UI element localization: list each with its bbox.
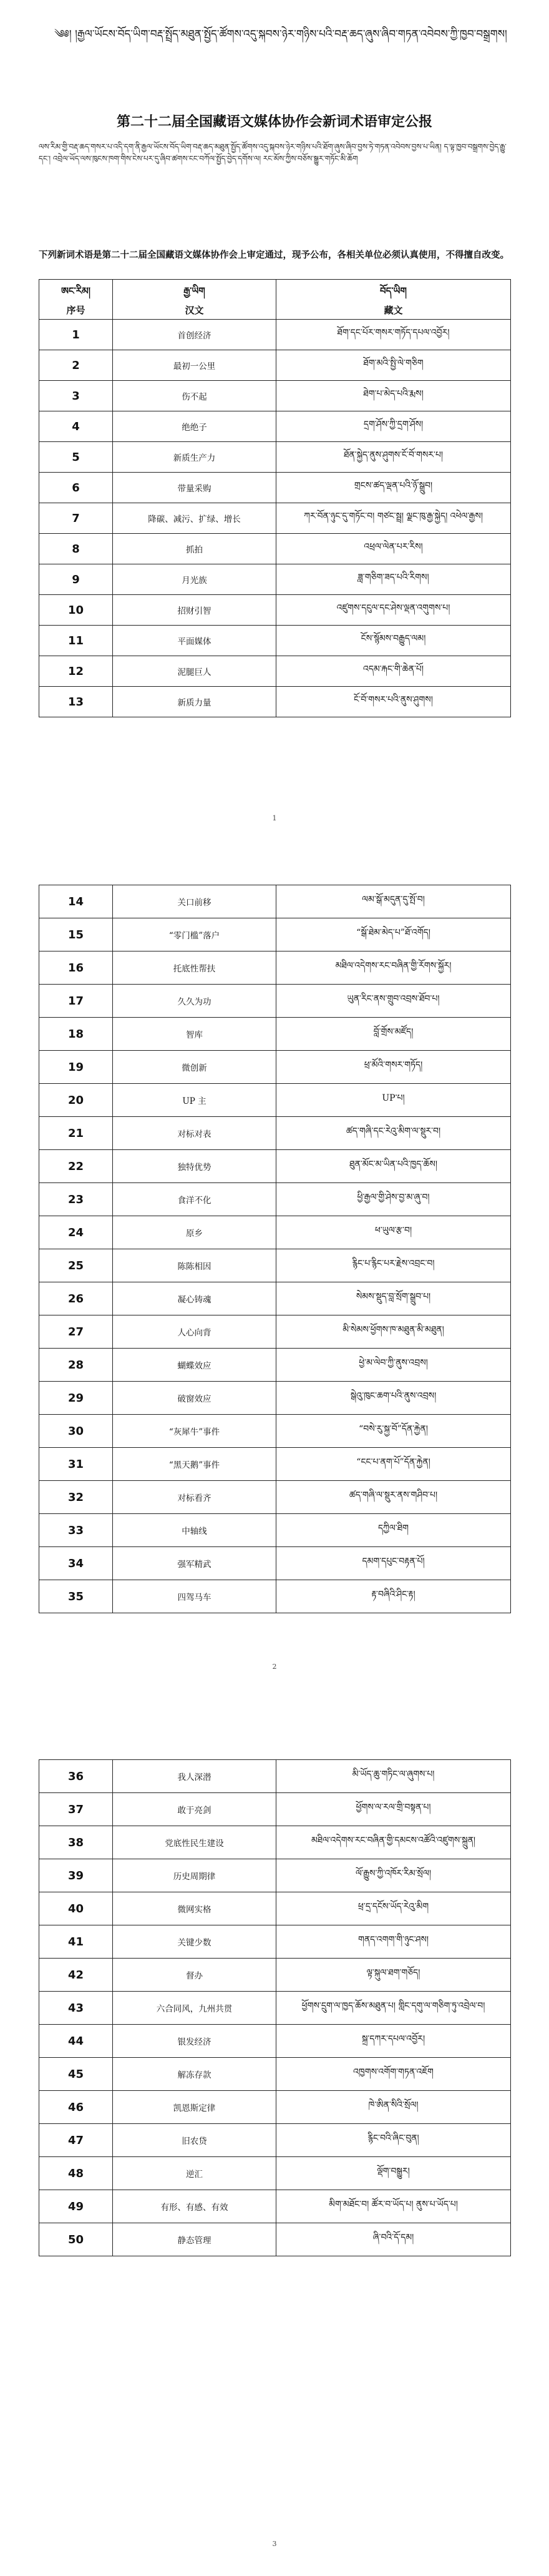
- table-row: [39, 1415, 511, 1448]
- term-tibetan: གནད་འགག་གི་ཉུང་ཤས།: [276, 1925, 511, 1959]
- term-chinese: 六合同风，九州共贯: [113, 1992, 276, 2025]
- table-row: [39, 1216, 511, 1249]
- term-number: 3: [39, 381, 113, 411]
- table-row: [39, 2025, 511, 2058]
- term-chinese: 对标对表: [113, 1117, 276, 1150]
- table-row: [39, 1959, 511, 1992]
- term-tibetan: ཕྲ་དྲ་དངོས་ཡོད་རེའུ་མིག: [276, 1892, 511, 1925]
- term-number: 47: [39, 2124, 113, 2157]
- table-row: [39, 1382, 511, 1415]
- term-chinese: “灰犀牛”事件: [113, 1415, 276, 1448]
- table-row: [39, 1481, 511, 1514]
- term-chinese: 新质力量: [113, 687, 276, 717]
- term-tibetan: ཕྱོགས་ལ་རལ་གྲི་བསྟན་པ།: [276, 1793, 511, 1826]
- header-number-tibetan: ཨང་རིམ།: [39, 280, 113, 302]
- term-tibetan: མིག་མཐོང་བ། ཚོར་བ་ཡོད་པ། ནུས་པ་ཡོད་པ།: [276, 2190, 511, 2223]
- term-tibetan: ངོས་སྙོམས་བརྒྱུད་ལམ།: [276, 626, 511, 656]
- term-number: 34: [39, 1547, 113, 1580]
- term-chinese: 抓拍: [113, 534, 276, 564]
- term-number: 24: [39, 1216, 113, 1249]
- header-chinese: 汉文: [113, 302, 276, 320]
- term-tibetan: ཐོག་དང་པོར་གསར་གཏོད་དཔལ་འབྱོར།: [276, 320, 511, 350]
- page-number: 2: [272, 1663, 277, 1671]
- term-number: 25: [39, 1249, 113, 1282]
- table-row: [39, 1925, 511, 1959]
- term-chinese: 托底性帮扶: [113, 951, 276, 985]
- term-number: 9: [39, 564, 113, 595]
- table-row: [39, 1859, 511, 1892]
- term-tibetan: དམག་དཔུང་བརྟན་པོ།: [276, 1547, 511, 1580]
- term-number: 46: [39, 2091, 113, 2124]
- table-row: [39, 1448, 511, 1481]
- table-row: [39, 1547, 511, 1580]
- term-number: 6: [39, 473, 113, 503]
- term-tibetan: ལྡོག་བསྒྱུར།: [276, 2157, 511, 2190]
- table-row: [39, 656, 511, 687]
- term-number: 49: [39, 2190, 113, 2223]
- term-number: 2: [39, 350, 113, 381]
- term-chinese: 旧农贷: [113, 2124, 276, 2157]
- term-chinese: 督办: [113, 1959, 276, 1992]
- term-number: 15: [39, 918, 113, 951]
- term-tibetan: ལྟ་སྐུལ་ཐག་གཅོད།: [276, 1959, 511, 1992]
- term-number: 16: [39, 951, 113, 985]
- term-tibetan: ཁེ་ཨིན་སིའི་སྲོལ།: [276, 2091, 511, 2124]
- term-tibetan: ཞི་བའི་དོ་དམ།: [276, 2223, 511, 2256]
- table-row: [39, 2091, 511, 2124]
- table-row: [39, 1249, 511, 1282]
- term-tibetan: ཟླ་གཅིག་ཟད་པའི་རིགས།: [276, 564, 511, 595]
- term-number: 5: [39, 442, 113, 473]
- table-row: [39, 1793, 511, 1826]
- term-chinese: 平面媒体: [113, 626, 276, 656]
- term-tibetan: ཡུན་རིང་ནས་གྲུབ་འབྲས་ཐོབ་པ།: [276, 985, 511, 1018]
- table-row: [39, 381, 511, 411]
- term-chinese: 独特优势: [113, 1150, 276, 1183]
- term-number: 7: [39, 503, 113, 534]
- term-chinese: 四驾马车: [113, 1580, 276, 1613]
- table-row: [39, 985, 511, 1018]
- term-number: 40: [39, 1892, 113, 1925]
- table-row: [39, 1315, 511, 1349]
- term-number: 18: [39, 1018, 113, 1051]
- table-row: [39, 534, 511, 564]
- term-chinese: 新质生产力: [113, 442, 276, 473]
- term-chinese: 凯恩斯定律: [113, 2091, 276, 2124]
- table-row: [39, 1183, 511, 1216]
- term-number: 13: [39, 687, 113, 717]
- term-chinese: 微网实格: [113, 1892, 276, 1925]
- table-row: [39, 473, 511, 503]
- term-tibetan: ཕྱོགས་དྲུག་ལ་ཁྱད་ཆོས་མཐུན་པ། གླིང་དགུ་ལ་གཅིག་ཏུ་འབྲེལ་བ།: [276, 1992, 511, 2025]
- table-row: [39, 1018, 511, 1051]
- term-chinese: 静态管理: [113, 2223, 276, 2256]
- term-tibetan: དཀྱིལ་ཐིག: [276, 1514, 511, 1547]
- table-row: [39, 1992, 511, 2025]
- term-number: 8: [39, 534, 113, 564]
- table-row: [39, 918, 511, 951]
- term-number: 30: [39, 1415, 113, 1448]
- term-number: 14: [39, 885, 113, 918]
- term-chinese: 破窗效应: [113, 1382, 276, 1415]
- term-number: 42: [39, 1959, 113, 1992]
- table-row: [39, 1117, 511, 1150]
- table-header-row-chinese: [39, 302, 511, 320]
- table-header-row-tibetan: [39, 280, 511, 302]
- table-row: [39, 1084, 511, 1117]
- terms-table-page-1: [39, 279, 511, 717]
- term-chinese: 食洋不化: [113, 1183, 276, 1216]
- term-number: 37: [39, 1793, 113, 1826]
- term-tibetan: རྙིང་པ་རྙིང་པར་རྗེས་འབྲང་བ།: [276, 1249, 511, 1282]
- table-row: [39, 885, 511, 918]
- term-chinese: 最初一公里: [113, 350, 276, 381]
- table-row: [39, 951, 511, 985]
- term-number: 50: [39, 2223, 113, 2256]
- table-row: [39, 2157, 511, 2190]
- term-chinese: 带量采购: [113, 473, 276, 503]
- terms-table-page-3: [39, 1759, 511, 2256]
- term-chinese: 凝心铸魂: [113, 1282, 276, 1315]
- term-chinese: 蝴蝶效应: [113, 1349, 276, 1382]
- term-number: 20: [39, 1084, 113, 1117]
- term-number: 48: [39, 2157, 113, 2190]
- term-tibetan: མཐིལ་འདེགས་རང་བཞིན་གྱི་དམངས་འཚོའི་འཛུགས་སྐྲུན།: [276, 1826, 511, 1859]
- term-number: 4: [39, 411, 113, 442]
- term-tibetan: མི་སེམས་ཕྱོགས་ཁ་མཐུན་མི་མཐུན།: [276, 1315, 511, 1349]
- term-number: 17: [39, 985, 113, 1018]
- term-chinese: 降碳、减污、扩绿、增长: [113, 503, 276, 534]
- term-tibetan: “ངང་པ་ནག་པོ”དོན་རྐྱེན།: [276, 1448, 511, 1481]
- term-number: 43: [39, 1992, 113, 2025]
- term-chinese: 历史周期律: [113, 1859, 276, 1892]
- term-chinese: UP 主: [113, 1084, 276, 1117]
- term-chinese: 绝绝子: [113, 411, 276, 442]
- table-row: [39, 1892, 511, 1925]
- term-chinese: 银发经济: [113, 2025, 276, 2058]
- term-tibetan: ཐུན་མོང་མ་ཡིན་པའི་ཁྱད་ཆོས།: [276, 1150, 511, 1183]
- table-row: [39, 350, 511, 381]
- term-number: 28: [39, 1349, 113, 1382]
- table-row: [39, 1150, 511, 1183]
- table-row: [39, 626, 511, 656]
- term-number: 1: [39, 320, 113, 350]
- term-tibetan: སེམས་སྡུད་བླ་སྲོག་སྒྲུབ་པ།: [276, 1282, 511, 1315]
- term-tibetan: “སྒོ་ཐེམ་མེད་པ”ཐོ་འགོད།: [276, 918, 511, 951]
- term-number: 44: [39, 2025, 113, 2058]
- term-chinese: “黑天鹅”事件: [113, 1448, 276, 1481]
- term-chinese: 泥腿巨人: [113, 656, 276, 687]
- table-row: [39, 320, 511, 350]
- term-chinese: 伤不起: [113, 381, 276, 411]
- term-tibetan: སྐྲ་དཀར་དཔལ་འབྱོར།: [276, 2025, 511, 2058]
- term-tibetan: ཚད་གཞི་ལ་སྡུར་ནས་གཤིབ་པ།: [276, 1481, 511, 1514]
- term-number: 41: [39, 1925, 113, 1959]
- header-tibetan-tibetan: བོད་ཡིག: [276, 280, 511, 302]
- table-row: [39, 1051, 511, 1084]
- term-number: 21: [39, 1117, 113, 1150]
- term-tibetan: “བསེ་རུ་སྐྱ་བོ”དོན་རྐྱེན།: [276, 1415, 511, 1448]
- term-tibetan: ཐོག་མའི་སྤྱི་ལེ་གཅིག: [276, 350, 511, 381]
- table-row: [39, 1760, 511, 1793]
- table-row: [39, 2058, 511, 2091]
- term-chinese: 中轴线: [113, 1514, 276, 1547]
- term-number: 19: [39, 1051, 113, 1084]
- term-chinese: 党底性民生建设: [113, 1826, 276, 1859]
- term-chinese: “零门槛”落户: [113, 918, 276, 951]
- term-chinese: 解冻存款: [113, 2058, 276, 2091]
- term-tibetan: འཕྲལ་ལེན་པར་རིས།: [276, 534, 511, 564]
- table-row: [39, 503, 511, 534]
- term-tibetan: བློ་གྲོས་མཛོད།: [276, 1018, 511, 1051]
- term-tibetan: ཀར་བོན་ཉུང་དུ་གཏོང་བ། གཙང་སྦྲ། ལྗང་ཁུ་རྒྱ་སྐྱེད། འཕེལ་རྒྱས།: [276, 503, 511, 534]
- term-number: 23: [39, 1183, 113, 1216]
- term-chinese: 对标看齐: [113, 1481, 276, 1514]
- page-number: 1: [272, 814, 277, 822]
- term-chinese: 陈陈相因: [113, 1249, 276, 1282]
- term-chinese: 关口前移: [113, 885, 276, 918]
- table-row: [39, 1826, 511, 1859]
- intro-text-tibetan: ལས་རིམ་གྱི་བརྡ་ཆད་གསར་པ་འདི་དག་ནི་རྒྱལ་ཡོངས་བོད་ཡིག་བརྡ་ཆད་མཐུན་སྤྱོད་ཚོགས་འདུ་སྐབས་ཉེར་གཉིས་པའི་ཐོག་ཞུས་ཞིབ་བྱས་ཏེ་གཏན་འབེབས་བྱས་པ་ཡིན། ད་ལྟ་ཁྱབ་བསྒྲགས་བྱེད་རྒྱུ་དང་། འབྲེལ་ཡོད་ལས་ཁུངས་ཁག་གིས་ངེས་པར་དུ་ཞིབ་ཚགས་ངང་བཀོལ་སྤྱོད་བྱེད་དགོས་ལ། རང་མོས་ཀྱིས་བཅོས་སྒྱུར་གཏོང་མི་ཆོག: [39, 142, 507, 163]
- table-row: [39, 411, 511, 442]
- term-number: 32: [39, 1481, 113, 1514]
- header-number: 序号: [39, 302, 113, 320]
- term-tibetan: དྲག་ཤོས་ཀྱི་དྲག་ཤོས།: [276, 411, 511, 442]
- terms-table-page-2: [39, 885, 511, 1613]
- page-number: 3: [272, 2540, 277, 2548]
- term-tibetan: རྟ་བཞིའི་ཤིང་རྟ།: [276, 1580, 511, 1613]
- term-tibetan: ཕྲ་མོའི་གསར་གཏོད།: [276, 1051, 511, 1084]
- term-chinese: 人心向背: [113, 1315, 276, 1349]
- term-tibetan: འཛུགས་དངུལ་དང་ཤེས་ལྡན་འགུགས་པ།: [276, 595, 511, 626]
- term-number: 38: [39, 1826, 113, 1859]
- term-chinese: 我人深潜: [113, 1760, 276, 1793]
- table-row: [39, 442, 511, 473]
- term-chinese: 微创新: [113, 1051, 276, 1084]
- term-number: 26: [39, 1282, 113, 1315]
- doc-title-tibetan: ༄༅། །རྒྱལ་ཡོངས་བོད་ཡིག་བརྡ་སྤྲོད་མཐུན་སྤྱོད་ཚོགས་འདུ་སྐབས་ཉེར་གཉིས་པའི་བརྡ་ཆད་ཞུས་ཞིབ་གཏན་འབེབས་ཀྱི་ཁྱབ་བསྒྲགས།: [54, 28, 507, 41]
- term-tibetan: སྒེའུ་ཁུང་ཆག་པའི་ནུས་འབྲས།: [276, 1382, 511, 1415]
- term-tibetan: ངོ་བོ་གསར་པའི་ནུས་ཤུགས།: [276, 687, 511, 717]
- term-tibetan: འདམ་རྐང་གི་ཆེན་པོ།: [276, 656, 511, 687]
- term-number: 35: [39, 1580, 113, 1613]
- table-row: [39, 1349, 511, 1382]
- term-tibetan: གྲངས་ཚད་ལྡན་པའི་ཉོ་སྒྲུབ།: [276, 473, 511, 503]
- term-chinese: 招财引智: [113, 595, 276, 626]
- term-chinese: 久久为功: [113, 985, 276, 1018]
- table-row: [39, 1282, 511, 1315]
- table-row: [39, 1514, 511, 1547]
- term-chinese: 原乡: [113, 1216, 276, 1249]
- term-chinese: 逆汇: [113, 2157, 276, 2190]
- doc-title-chinese: 第二十二届全国藏语文媒体协作会新词术语审定公报: [116, 114, 432, 130]
- header-tibetan: 藏文: [276, 302, 511, 320]
- term-number: 36: [39, 1760, 113, 1793]
- term-number: 12: [39, 656, 113, 687]
- term-tibetan: རྙིང་བའི་ཞིང་བུན།: [276, 2124, 511, 2157]
- term-number: 29: [39, 1382, 113, 1415]
- term-number: 33: [39, 1514, 113, 1547]
- term-chinese: 首创经济: [113, 320, 276, 350]
- term-tibetan: འཁྱགས་འགོག་གཏན་འཇོག: [276, 2058, 511, 2091]
- table-row: [39, 564, 511, 595]
- term-number: 10: [39, 595, 113, 626]
- term-tibetan: ལོ་རྒྱུས་ཀྱི་འཁོར་རིམ་སྲོལ།: [276, 1859, 511, 1892]
- term-tibetan: མི་ཡོད་ཆུ་གཏིང་ལ་ཞུགས་པ།: [276, 1760, 511, 1793]
- header-chinese-tibetan: རྒྱ་ཡིག: [113, 280, 276, 302]
- table-row: [39, 2124, 511, 2157]
- term-chinese: 强军精武: [113, 1547, 276, 1580]
- term-tibetan: ཕ་ཡུལ་རྩ་བ།: [276, 1216, 511, 1249]
- term-chinese: 有形、有感、有效: [113, 2190, 276, 2223]
- term-tibetan: ཕྱེ་མ་ལེབ་ཀྱི་ནུས་འབྲས།: [276, 1349, 511, 1382]
- table-row: [39, 687, 511, 717]
- term-tibetan: ཐེག་པ་མེད་པའི་རྨས།: [276, 381, 511, 411]
- term-number: 31: [39, 1448, 113, 1481]
- term-number: 39: [39, 1859, 113, 1892]
- table-row: [39, 595, 511, 626]
- notice-text-chinese: 下列新词术语是第二十二届全国藏语文媒体协作会上审定通过，现予公布，各相关单位必须认真使用，不得擅自改变。: [39, 250, 509, 260]
- table-row: [39, 2223, 511, 2256]
- term-tibetan: མཐིལ་འདེགས་རང་བཞིན་གྱི་རོགས་སྐྱོར།: [276, 951, 511, 985]
- term-number: 45: [39, 2058, 113, 2091]
- term-tibetan: ཚད་གཞི་དང་རེའུ་མིག་ལ་སྡུར་བ།: [276, 1117, 511, 1150]
- term-tibetan: UP་པ།: [276, 1084, 511, 1117]
- term-tibetan: ཐོན་སྐྱེད་ནུས་ཤུགས་ངོ་བོ་གསར་པ།: [276, 442, 511, 473]
- table-row: [39, 1580, 511, 1613]
- term-number: 27: [39, 1315, 113, 1349]
- term-chinese: 关键少数: [113, 1925, 276, 1959]
- table-row: [39, 2190, 511, 2223]
- term-chinese: 月光族: [113, 564, 276, 595]
- term-number: 22: [39, 1150, 113, 1183]
- term-number: 11: [39, 626, 113, 656]
- term-chinese: 智库: [113, 1018, 276, 1051]
- term-tibetan: ལམ་སྒོ་མདུན་དུ་སྤོ་བ།: [276, 885, 511, 918]
- term-tibetan: ཕྱི་རྒྱལ་གྱི་ཤེས་བྱ་མ་ཞུ་བ།: [276, 1183, 511, 1216]
- term-chinese: 敢于亮剑: [113, 1793, 276, 1826]
